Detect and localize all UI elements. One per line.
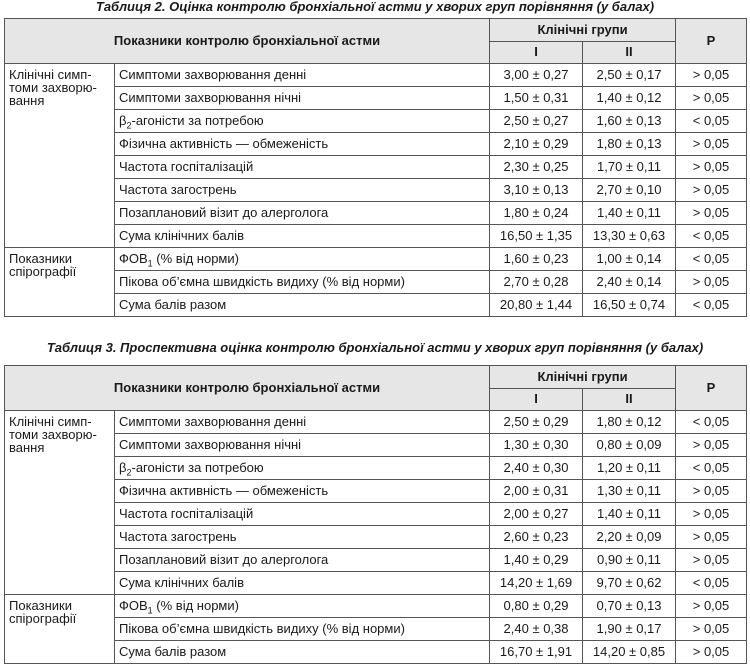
indicator-label: Частота госпіталізацій <box>115 503 490 526</box>
header-indicators: Показники контролю бронхіальної астми <box>5 19 490 64</box>
group-1-value: 14,20 ± 1,69 <box>490 572 583 595</box>
header-clinical-groups: Клінічні групи <box>490 19 676 42</box>
table-row <box>5 641 747 664</box>
group-2-value: 2,20 ± 0,09 <box>583 526 676 549</box>
indicator-label: Симптоми захворювання нічні <box>115 87 490 110</box>
group-1-value: 2,50 ± 0,29 <box>490 411 583 434</box>
indicator-label <box>115 595 490 618</box>
p-value: > 0,05 <box>676 133 747 156</box>
p-value: < 0,05 <box>676 225 747 248</box>
group-1-value: 2,10 ± 0,29 <box>490 133 583 156</box>
p-value: > 0,05 <box>676 202 747 225</box>
indicator-label: Сума балів разом <box>115 641 490 664</box>
p-value: > 0,05 <box>676 87 747 110</box>
group-2-value: 1,30 ± 0,11 <box>583 480 676 503</box>
table-row <box>5 110 747 133</box>
label-subscript: 1 <box>147 605 153 616</box>
group-1-value: 1,50 ± 0,31 <box>490 87 583 110</box>
table-row <box>5 434 747 457</box>
table-row <box>5 503 747 526</box>
header-group-1: I <box>490 388 583 411</box>
indicator-label: Фізична активність — обмеженість <box>115 133 490 156</box>
p-value: > 0,05 <box>676 156 747 179</box>
p-value: > 0,05 <box>676 179 747 202</box>
group-2-value: 0,80 ± 0,09 <box>583 434 676 457</box>
group-2-value: 1,40 ± 0,11 <box>583 202 676 225</box>
p-value: > 0,05 <box>676 526 747 549</box>
label-pre: ФОВ <box>119 251 148 266</box>
table-row <box>5 179 747 202</box>
group-2-value: 1,90 ± 0,17 <box>583 618 676 641</box>
indicator-label: Частота загострень <box>115 526 490 549</box>
group-name: Клінічні симп-томи захворю-вання <box>5 411 115 595</box>
table2-caption: Таблиця 2. Оцінка контролю бронхіальної астми у хворих груп порівняння (у балах) <box>95 0 655 14</box>
group-2-value: 14,20 ± 0,85 <box>583 641 676 664</box>
indicator-label: Фізична активність — обмеженість <box>115 480 490 503</box>
indicator-label: Симптоми захворювання денні <box>115 411 490 434</box>
indicator-label <box>115 248 490 271</box>
p-value: > 0,05 <box>676 503 747 526</box>
group-1-value: 2,70 ± 0,28 <box>490 271 583 294</box>
header-clinical-groups: Клінічні групи <box>490 366 676 389</box>
header-group-2: II <box>583 388 676 411</box>
table-row <box>5 248 747 271</box>
group-2-value: 9,70 ± 0,62 <box>583 572 676 595</box>
group-1-value: 1,80 ± 0,24 <box>490 202 583 225</box>
group-2-value: 13,30 ± 0,63 <box>583 225 676 248</box>
p-value: < 0,05 <box>676 572 747 595</box>
group-1-value: 2,00 ± 0,31 <box>490 480 583 503</box>
indicator-label <box>115 110 490 133</box>
header-p: P <box>676 19 747 64</box>
group-1-value: 3,00 ± 0,27 <box>490 64 583 87</box>
group-1-value: 2,50 ± 0,27 <box>490 110 583 133</box>
p-value: > 0,05 <box>676 618 747 641</box>
indicator-label: Пікова об’ємна швидкість видиху (% від норми) <box>115 271 490 294</box>
group-2-value: 0,70 ± 0,13 <box>583 595 676 618</box>
table-row <box>5 457 747 480</box>
group-1-value: 2,60 ± 0,23 <box>490 526 583 549</box>
header-row <box>5 19 747 42</box>
indicator-label: Частота загострень <box>115 179 490 202</box>
group-2-value: 1,60 ± 0,13 <box>583 110 676 133</box>
group-2-value: 0,90 ± 0,11 <box>583 549 676 572</box>
indicator-label: Частота госпіталізацій <box>115 156 490 179</box>
p-value: < 0,05 <box>676 457 747 480</box>
label-subscript: 1 <box>147 258 153 269</box>
indicator-label <box>115 457 490 480</box>
group-1-value: 2,40 ± 0,38 <box>490 618 583 641</box>
group-1-value: 16,70 ± 1,91 <box>490 641 583 664</box>
p-value: > 0,05 <box>676 595 747 618</box>
header-group-2: II <box>583 41 676 64</box>
table-row <box>5 294 747 317</box>
table3 <box>4 365 747 664</box>
group-2-value: 1,40 ± 0,11 <box>583 503 676 526</box>
group-1-value: 1,30 ± 0,30 <box>490 434 583 457</box>
table-row <box>5 618 747 641</box>
p-value: < 0,05 <box>676 248 747 271</box>
p-value: < 0,05 <box>676 411 747 434</box>
table3-caption: Таблиця 3. Проспективна оцінка контролю бронхіальної астми у хворих груп порівняння (у балах) <box>46 340 704 355</box>
table-row <box>5 225 747 248</box>
label-post: (% від норми) <box>152 251 239 266</box>
group-1-value: 16,50 ± 1,35 <box>490 225 583 248</box>
p-value: > 0,05 <box>676 271 747 294</box>
indicator-label: Пікова об’ємна швидкість видиху (% від норми) <box>115 618 490 641</box>
label-pre: β <box>119 460 127 475</box>
group-1-value: 2,00 ± 0,27 <box>490 503 583 526</box>
indicator-label: Сума клінічних балів <box>115 225 490 248</box>
group-name: Показники спірографії <box>5 595 115 664</box>
label-subscript: 2 <box>126 120 132 131</box>
table-row <box>5 87 747 110</box>
indicator-label: Сума клінічних балів <box>115 572 490 595</box>
table-row <box>5 572 747 595</box>
header-p: P <box>676 366 747 411</box>
indicator-label: Сума балів разом <box>115 294 490 317</box>
table-row <box>5 64 747 87</box>
group-1-value: 3,10 ± 0,13 <box>490 179 583 202</box>
table-row <box>5 271 747 294</box>
header-indicators: Показники контролю бронхіальної астми <box>5 366 490 411</box>
indicator-label: Симптоми захворювання денні <box>115 64 490 87</box>
label-pre: ФОВ <box>119 598 148 613</box>
p-value: < 0,05 <box>676 294 747 317</box>
group-1-value: 2,30 ± 0,25 <box>490 156 583 179</box>
p-value: > 0,05 <box>676 434 747 457</box>
indicator-label: Симптоми захворювання нічні <box>115 434 490 457</box>
header-row <box>5 366 747 389</box>
label-pre: β <box>119 113 127 128</box>
table-row <box>5 202 747 225</box>
group-1-value: 20,80 ± 1,44 <box>490 294 583 317</box>
group-2-value: 1,80 ± 0,13 <box>583 133 676 156</box>
indicator-label: Позаплановий візит до алерголога <box>115 202 490 225</box>
group-2-value: 1,80 ± 0,12 <box>583 411 676 434</box>
label-subscript: 2 <box>126 467 132 478</box>
table2 <box>4 18 747 317</box>
group-2-value: 2,40 ± 0,14 <box>583 271 676 294</box>
table-row <box>5 156 747 179</box>
indicator-label: Позаплановий візит до алерголога <box>115 549 490 572</box>
table-row <box>5 549 747 572</box>
p-value: < 0,05 <box>676 110 747 133</box>
group-2-value: 1,00 ± 0,14 <box>583 248 676 271</box>
label-post: -агоністи за потребою <box>131 113 264 128</box>
group-2-value: 1,70 ± 0,11 <box>583 156 676 179</box>
group-2-value: 2,50 ± 0,17 <box>583 64 676 87</box>
label-post: (% від норми) <box>152 598 239 613</box>
p-value: > 0,05 <box>676 480 747 503</box>
group-1-value: 1,60 ± 0,23 <box>490 248 583 271</box>
group-2-value: 16,50 ± 0,74 <box>583 294 676 317</box>
p-value: > 0,05 <box>676 641 747 664</box>
p-value: > 0,05 <box>676 64 747 87</box>
table-row <box>5 133 747 156</box>
group-1-value: 0,80 ± 0,29 <box>490 595 583 618</box>
group-1-value: 2,40 ± 0,30 <box>490 457 583 480</box>
group-2-value: 1,20 ± 0,11 <box>583 457 676 480</box>
group-2-value: 1,40 ± 0,12 <box>583 87 676 110</box>
group-2-value: 2,70 ± 0,10 <box>583 179 676 202</box>
label-post: -агоністи за потребою <box>131 460 264 475</box>
group-name: Клінічні симп-томи захворю-вання <box>5 64 115 248</box>
group-name: Показники спірографії <box>5 248 115 317</box>
group-1-value: 1,40 ± 0,29 <box>490 549 583 572</box>
table-row <box>5 526 747 549</box>
header-group-1: I <box>490 41 583 64</box>
table-row <box>5 595 747 618</box>
table-row <box>5 480 747 503</box>
table-row <box>5 411 747 434</box>
p-value: > 0,05 <box>676 549 747 572</box>
